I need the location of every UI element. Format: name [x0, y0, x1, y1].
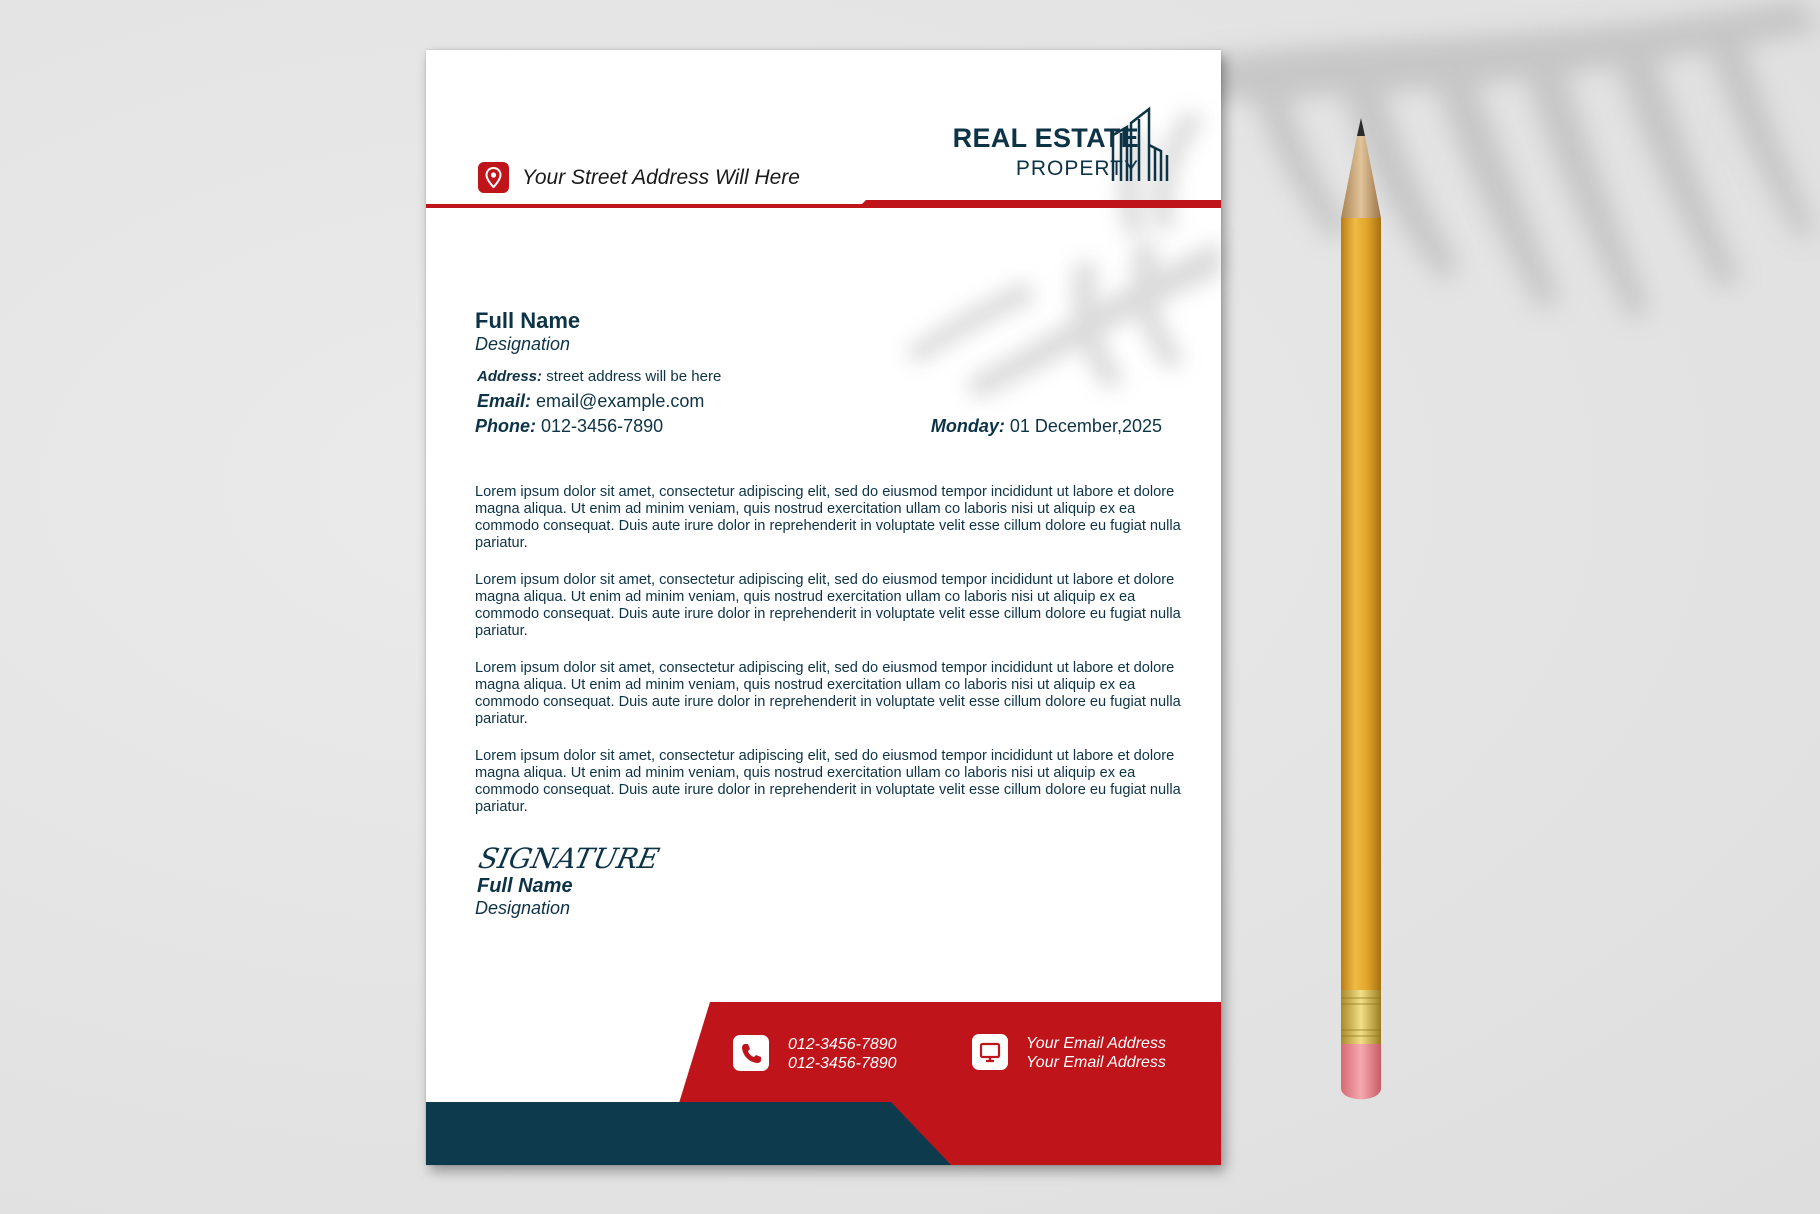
sender-address-line: [477, 368, 721, 385]
sender-designation: Designation: [475, 334, 571, 354]
sender-phone-line: [475, 416, 663, 437]
phone-label: Phone:: [475, 416, 536, 436]
address-label: Address:: [477, 368, 543, 385]
footer-email-1: Your Email Address: [1026, 1035, 1166, 1052]
signature-name: Full Name: [477, 875, 573, 897]
body-paragraph: Lorem ipsum dolor sit amet, consectetur adipiscing elit, sed do eiusmod tempor incididunt ut labore et dolore magna aliqua. Ut enim ad minim veniam, quis nostrud exercitation ullam co laboris nisi ut aliquip ex ea commodo consequat. Duis aute irure dolor in reprehenderit in voluptate velit esse cillum dolore eu fugiat nulla pariatur.: [475, 572, 1181, 639]
buildings-icon: [1109, 105, 1169, 185]
body-paragraph: Lorem ipsum dolor sit amet, consectetur adipiscing elit, sed do eiusmod tempor incididunt ut labore et dolore magna aliqua. Ut enim ad minim veniam, quis nostrud exercitation ullam co laboris nisi ut aliquip ex ea commodo consequat. Duis aute irure dolor in reprehenderit in voluptate velit esse cillum dolore eu fugiat nulla pariatur.: [475, 484, 1181, 551]
date-label: Monday:: [930, 416, 1005, 436]
address-value: street address will be here: [546, 368, 722, 385]
monitor-icon: [972, 1034, 1008, 1070]
footer-email-2: Your Email Address: [1026, 1054, 1166, 1071]
email-value: email@example.com: [536, 391, 705, 411]
phone-icon: [733, 1035, 769, 1071]
footer-phone-1: 012-3456-7890: [788, 1036, 897, 1053]
sender-email-line: [477, 391, 704, 412]
location-pin-icon: [478, 162, 509, 193]
svg-text:SIGNATURE: SIGNATURE: [475, 842, 663, 875]
signature-mark: [475, 836, 663, 876]
header-divider: [426, 200, 1221, 214]
signature-designation: Designation: [475, 898, 571, 918]
date-value: 01 December,2025: [1009, 416, 1162, 436]
phone-value: 012-3456-7890: [541, 416, 664, 436]
footer-band: [426, 1002, 1221, 1165]
footer-phone-2: 012-3456-7890: [788, 1055, 897, 1072]
brand-title: REAL ESTATE: [952, 123, 1139, 153]
pencil-icon: [1336, 118, 1386, 1103]
header-address: Your Street Address Will Here: [522, 166, 800, 189]
letterhead-paper: [426, 50, 1221, 1165]
body-paragraph: Lorem ipsum dolor sit amet, consectetur adipiscing elit, sed do eiusmod tempor incididunt ut labore et dolore magna aliqua. Ut enim ad minim veniam, quis nostrud exercitation ullam co laboris nisi ut aliquip ex ea commodo consequat. Duis aute irure dolor in reprehenderit in voluptate velit esse cillum dolore eu fugiat nulla pariatur.: [475, 660, 1181, 727]
brand-subtitle: PROPERTY: [1015, 157, 1139, 180]
letter-date-line: [931, 416, 1162, 437]
body-paragraph: Lorem ipsum dolor sit amet, consectetur adipiscing elit, sed do eiusmod tempor incididunt ut labore et dolore magna aliqua. Ut enim ad minim veniam, quis nostrud exercitation ullam co laboris nisi ut aliquip ex ea commodo consequat. Duis aute irure dolor in reprehenderit in voluptate velit esse cillum dolore eu fugiat nulla pariatur.: [475, 748, 1181, 815]
email-label: Email:: [477, 391, 532, 411]
sender-name: Full Name: [475, 308, 581, 333]
